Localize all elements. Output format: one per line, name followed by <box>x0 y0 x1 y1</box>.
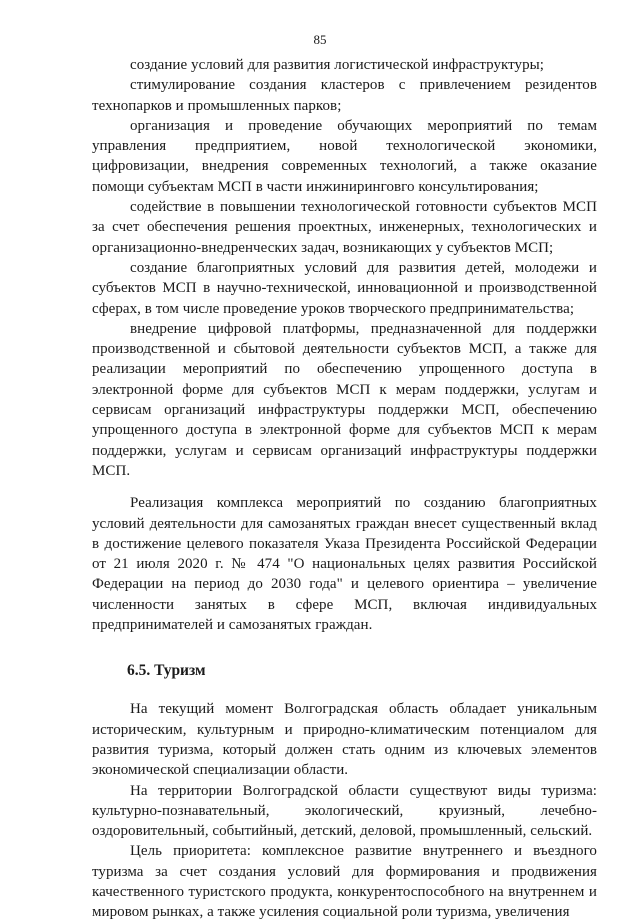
list-item: стимулирование создания кластеров с привлечением резидентов технопарков и промышленных парков; <box>92 77 597 114</box>
list-item: создание благоприятных условий для развития детей, молодежи и субъектов МСП в научно-технической, инновационной и производственной сферах, в том числе проведение уроков творческого предпринимательства; <box>92 259 597 317</box>
section-heading: 6.5. Туризм <box>127 662 206 680</box>
list-item: содействие в повышении технологической готовности субъектов МСП за счет обеспечения решения проектных, инженерных, технологических и организационно-внедренческих задач, возникающих у субъектов МСП; <box>92 199 597 256</box>
list-item: внедрение цифровой платформы, предназначенной для поддержки производственной и сбытовой деятельности субъектов МСП, а также для реализации мероприятий по обеспечению упрощенного доступа в электронной форме для субъектов МСП к мерам поддержки, услугам и сервисам организаций инфраструктуры поддержки МСП, обеспечению упрощенного доступа в электронной форме для субъектов МСП к мерам поддержки, услугам и сервисам организаций инфраструктуры поддержки МСП. <box>92 320 597 479</box>
page-number: 85 <box>313 32 327 47</box>
body-paragraph: Цель приоритета: комплексное развитие внутреннего и въездного туризма за счет создания условий для формирования и продвижения качественного туристского продукта, конкурентоспособного на внутреннем и мировом рынках, а также усиления социальной роли туризма, увеличения <box>92 843 597 921</box>
body-paragraph: На текущий момент Волгоградская область обладает уникальным историческим, культурным и природно-климатическим потенциалом для развития туризма, который должен стать одним из ключевых элементов экономической специализации области. <box>92 701 597 779</box>
body-paragraph: На территории Волгоградской области существуют виды туризма: культурно-познавательный, экологический, круизный, лечебно-оздоровительный, событийный, детский, деловой, промышленный, сельский. <box>92 782 597 840</box>
summary-paragraph: Реализация комплекса мероприятий по созданию благоприятных условий деятельности для самозанятых граждан внесет существенный вклад в достижение целевого показателя Указа Президента Российской Федерации от 21 июля 2020 г. № 474 "О национальных целях развития Российской Федерации на период до 2030 года" и целевого ориентира – увеличение численности занятых в сфере МСП, включая индивидуальных предпринимателей и самозанятых граждан. <box>92 495 597 634</box>
list-item: создание условий для развития логистической инфраструктуры; <box>130 57 544 73</box>
list-item: организация и проведение обучающих мероприятий по темам управления предприятием, новой технологической экономики, цифровизации, внедрения современных технологий, а также оказание помощи субъектам МСП в части инжиниринговго консультирования; <box>92 117 597 195</box>
page-body <box>92 55 597 923</box>
